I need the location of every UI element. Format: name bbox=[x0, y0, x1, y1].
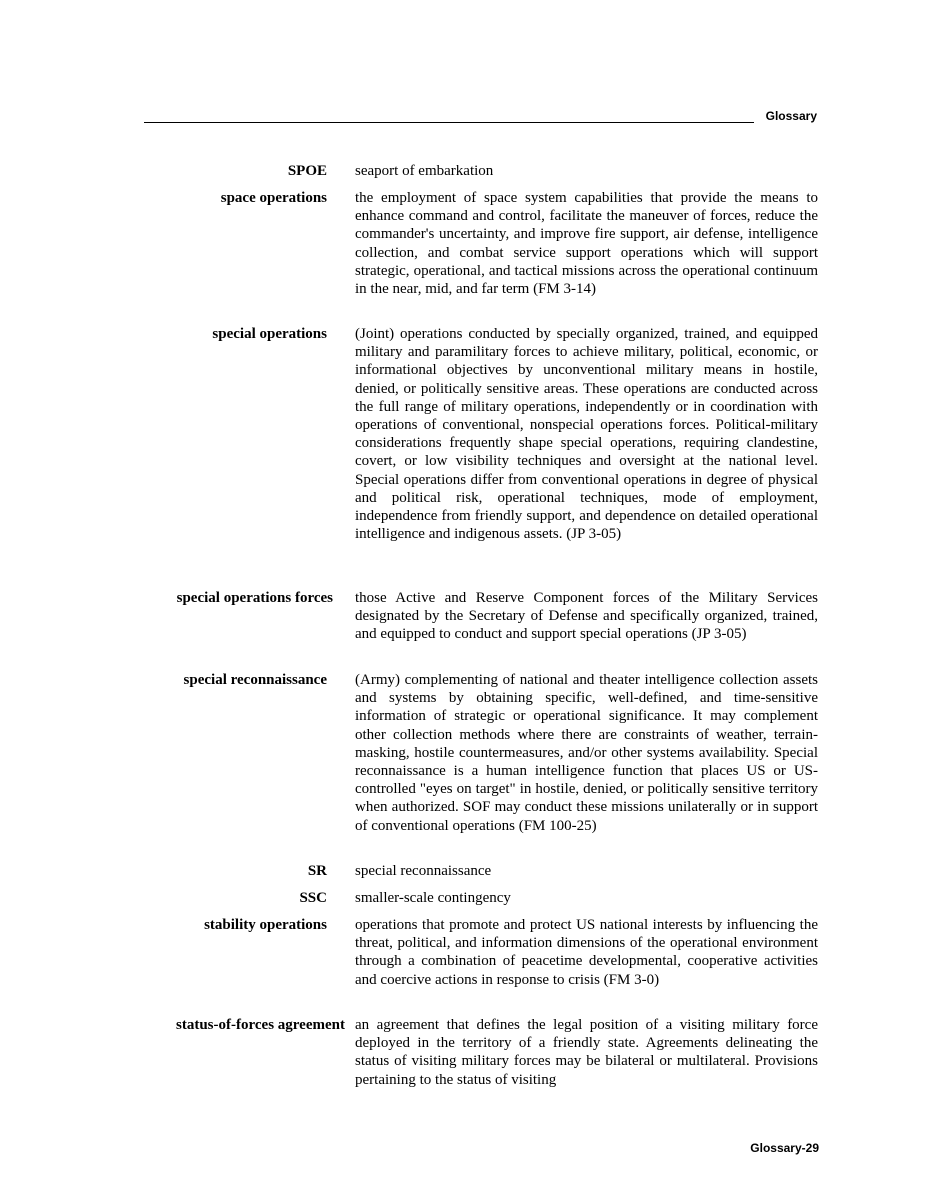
glossary-term: special reconnaissance bbox=[183, 672, 327, 688]
glossary-entry bbox=[0, 916, 926, 1008]
header-rule bbox=[144, 122, 754, 123]
glossary-definition: the employment of space system capabilities that provide the means to enhance command and control, facilitate the maneuver of forces, reduce the commander's uncertainty, and improve fire support, air defense, intelligence collection, and combat service support operations which will support strategic, operational, and tactical missions across the operational continuum in the near, mid, and far term (FM 3-14) bbox=[355, 190, 818, 298]
glossary-definition: (Army) complementing of national and theater intelligence collection assets and systems by obtaining specific, well-defined, and time-sensitive information of strategic or operational significance. It may complement other collection methods where there are constraints of weather, terrain-masking, hostile countermeasures, and/or other systems availability. Special reconnaissance is a human intelligence function that places US or US-controlled "eyes on target" in hostile, denied, or politically sensitive territory when authorized. SOF may conduct these missions unilaterally or in support of conventional operations (FM 100-25) bbox=[355, 672, 818, 834]
running-header-title: Glossary bbox=[765, 109, 817, 123]
glossary-definition: those Active and Reserve Component forces of the Military Services designated by the Secretary of Defense and specifically organized, trained, and equipped to conduct and support special operations (JP 3-05) bbox=[355, 590, 818, 643]
glossary-entry bbox=[0, 589, 926, 663]
glossary-term: stability operations bbox=[204, 917, 327, 933]
glossary-term: SR bbox=[307, 863, 327, 879]
glossary-definition: operations that promote and protect US national interests by influencing the threat, political, and information dimensions of the operational environment through a combination of peacetime developmental, cooperative activities and coercive actions in response to crisis (FM 3-0) bbox=[355, 917, 818, 988]
page-number: Glossary-29 bbox=[750, 1141, 819, 1155]
glossary-entries bbox=[0, 162, 926, 1098]
glossary-entry bbox=[0, 1016, 926, 1090]
glossary-entry bbox=[0, 189, 926, 317]
glossary-definition: smaller-scale contingency bbox=[355, 890, 511, 906]
glossary-term: space operations bbox=[220, 190, 327, 206]
glossary-entry bbox=[0, 325, 926, 581]
glossary-term: special operations forces bbox=[176, 590, 333, 606]
glossary-entry bbox=[0, 671, 926, 854]
glossary-definition: seaport of embarkation bbox=[355, 163, 494, 179]
glossary-entry bbox=[0, 162, 926, 181]
glossary-definition: special reconnaissance bbox=[355, 863, 492, 879]
glossary-definition: an agreement that defines the legal position of a visiting military force deployed in the territory of a friendly state. Agreements delineating the status of visiting military forces may be bilateral or multilateral. Provisions pertaining to the status of visiting bbox=[355, 1017, 818, 1088]
glossary-term: special operations bbox=[212, 326, 327, 342]
glossary-term: status-of-forces agreement bbox=[176, 1017, 345, 1033]
glossary-term: SSC bbox=[299, 890, 327, 906]
glossary-entry bbox=[0, 889, 926, 908]
glossary-definition: (Joint) operations conducted by specially organized, trained, and equipped military and paramilitary forces to achieve military, political, economic, or informational objectives by unconventional military means in hostile, denied, or politically sensitive areas. These operations are conducted across the full range of military operations, independently or in coordination with operations of conventional, nonspecial operations forces. Political-military considerations frequently shape special operations, requiring clandestine, covert, or low visibility techniques and oversight at the national level. Special operations differ from conventional operations in degree of physical and political risk, operational techniques, mode of employment, independence from friendly support, and dependence on detailed operational intelligence and indigenous assets. (JP 3-05) bbox=[355, 326, 818, 543]
glossary-term: SPOE bbox=[287, 163, 327, 179]
glossary-entry bbox=[0, 862, 926, 881]
